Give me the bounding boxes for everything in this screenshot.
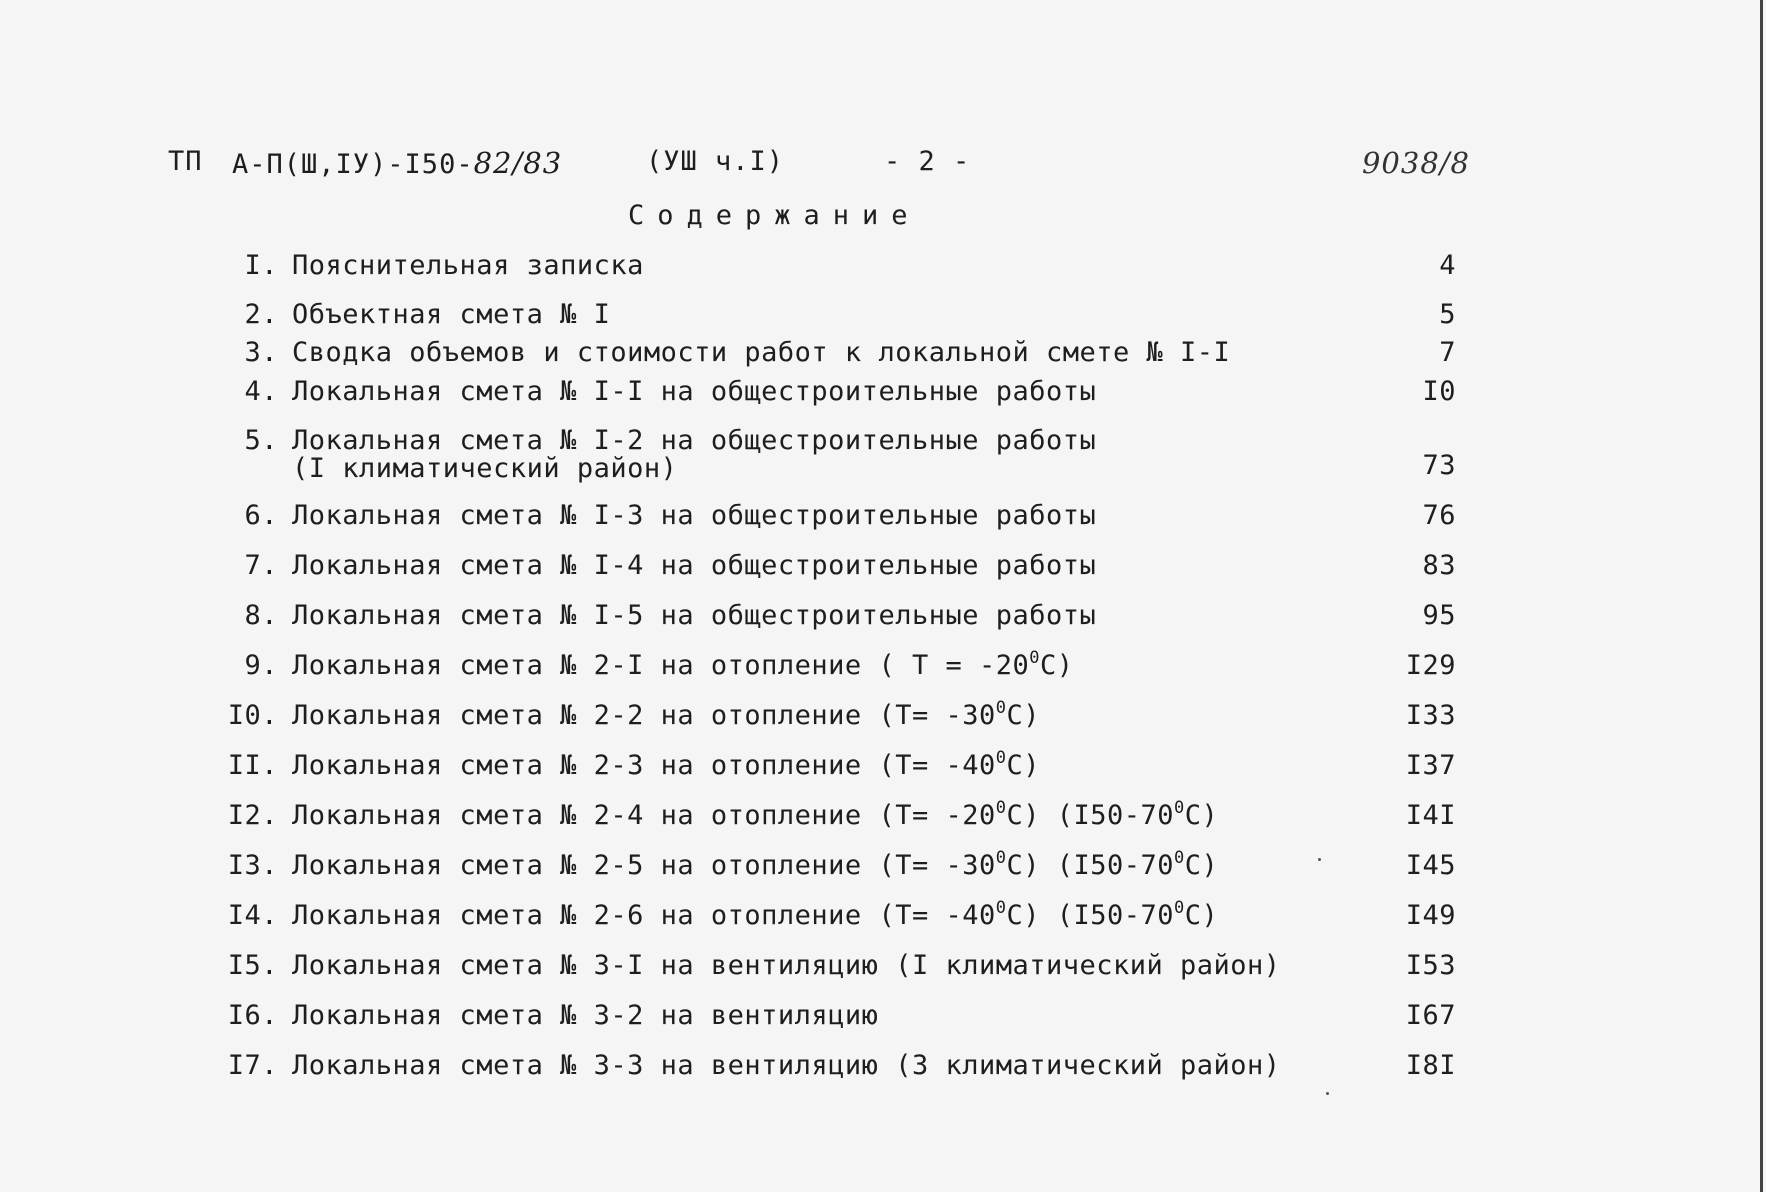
toc-item-page: I8I — [1405, 1050, 1456, 1081]
scan-speck — [1326, 1092, 1329, 1095]
toc-item-text: Локальная смета № I-I на общестроительные работы — [292, 376, 1097, 407]
toc-item-text-main: Локальная смета № 2-2 на отопление (Т= -30 — [292, 700, 996, 731]
toc-item-page: I67 — [1405, 1000, 1456, 1031]
page-title: Содержание — [628, 200, 921, 231]
degree-sup: 0 — [1174, 898, 1185, 918]
toc-item-number: I6. — [227, 1000, 278, 1031]
toc-item-page: 73 — [1422, 450, 1456, 481]
toc-item-text — [292, 800, 1218, 831]
toc-item-text: Локальная смета № 3-I на вентиляцию (I климатический район) — [292, 950, 1281, 981]
toc-item-text-line2: (I климатический район) — [292, 453, 678, 484]
toc-item-page: 4 — [1439, 250, 1456, 281]
scan-speck — [1318, 858, 1321, 861]
toc-item-text: Локальная смета № 3-2 на вентиляцию — [292, 1000, 879, 1031]
toc-item-text: Сводка объемов и стоимости работ к локальной смете № I-I — [292, 337, 1231, 368]
toc-item-text — [292, 900, 1218, 931]
toc-item-number: I7. — [227, 1050, 278, 1081]
header-code-typed: А-П(Ш,IУ)-I50- — [232, 149, 474, 180]
toc-item-page: 76 — [1422, 500, 1456, 531]
toc-item-text-main: Локальная смета № 2-3 на отопление (Т= -40 — [292, 750, 996, 781]
toc-item-number: 6. — [244, 500, 278, 531]
toc-item-text — [292, 650, 1074, 681]
toc-item-text: Локальная смета № I-4 на общестроительные работы — [292, 550, 1097, 581]
toc-item-page: 5 — [1439, 299, 1456, 330]
degree-sup: 0 — [995, 848, 1007, 868]
degree-sup: 0 — [995, 748, 1007, 768]
header-project-code — [232, 146, 562, 180]
toc-item-text — [292, 750, 1040, 781]
toc-item-text: Локальная смета № I-3 на общестроительные работы — [292, 500, 1097, 531]
toc-item-text-tail: С) — [1184, 900, 1219, 931]
header-doc-number: 9038/8 — [1361, 146, 1470, 180]
toc-item-text — [292, 700, 1040, 731]
toc-item-text — [292, 850, 1218, 881]
toc-item-number: I4. — [227, 900, 278, 931]
toc-item-number: I2. — [227, 800, 278, 831]
toc-item-page: I29 — [1405, 650, 1456, 681]
toc-item-page: I0 — [1422, 376, 1456, 407]
toc-item-number: 9. — [244, 650, 278, 681]
header-prefix: ТП — [168, 146, 203, 177]
toc-item-page: 95 — [1422, 600, 1456, 631]
toc-item-text: Пояснительная записка — [292, 250, 644, 281]
toc-item-number: 5. — [244, 425, 278, 456]
toc-item-number: I3. — [227, 850, 278, 881]
toc-item-number: II. — [227, 750, 278, 781]
header-volume: (УШ ч.I) — [646, 146, 785, 177]
degree-sup: 0 — [995, 798, 1007, 818]
toc-item-page: I4I — [1405, 800, 1456, 831]
toc-item-page: I33 — [1405, 700, 1456, 731]
toc-item-number: 3. — [244, 337, 278, 368]
degree-sup: 0 — [1029, 648, 1040, 668]
header-page-number: - 2 - — [884, 146, 971, 177]
toc-item-text-tail: С) (I50-70 — [1006, 900, 1175, 931]
degree-sup: 0 — [995, 898, 1007, 918]
toc-item-page: I49 — [1405, 900, 1456, 931]
toc-item-text-main: Локальная смета № 2-5 на отопление (Т= -30 — [292, 850, 996, 881]
toc-item-number: I. — [244, 250, 278, 281]
degree-sup: 0 — [1174, 848, 1185, 868]
toc-item-text-main: Локальная смета № 2-4 на отопление (Т= -20 — [292, 800, 996, 831]
toc-item-number: I5. — [227, 950, 278, 981]
toc-item-text-tail: С) — [1006, 700, 1040, 731]
toc-item-text-tail: С) (I50-70 — [1006, 850, 1175, 881]
toc-item-text-line1: Локальная смета № I-2 на общестроительные работы — [292, 425, 1097, 456]
toc-item-text-main: Локальная смета № 2-I на отопление ( Т = -20 — [292, 650, 1030, 681]
toc-item-number: I0. — [227, 700, 278, 731]
toc-item-text: Локальная смета № 3-3 на вентиляцию (3 климатический район) — [292, 1050, 1281, 1081]
toc-item-page: I53 — [1405, 950, 1456, 981]
toc-item-number: 2. — [244, 299, 278, 330]
toc-item-text: Локальная смета № I-5 на общестроительные работы — [292, 600, 1097, 631]
toc-item-text — [292, 425, 1096, 484]
toc-item-text-tail: С) (I50-70 — [1006, 800, 1175, 831]
toc-item-text-tail: С) — [1006, 750, 1040, 781]
toc-item-text-tail: С) — [1184, 850, 1219, 881]
toc-item-text-tail: С) — [1184, 800, 1219, 831]
toc-item-page: 83 — [1422, 550, 1456, 581]
toc-item-page: I37 — [1405, 750, 1456, 781]
toc-item-page: 7 — [1439, 337, 1456, 368]
toc-item-text: Объектная смета № I — [292, 299, 611, 330]
toc-item-text-main: Локальная смета № 2-6 на отопление (Т= -40 — [292, 900, 996, 931]
header-code-handwritten: 82/83 — [473, 146, 563, 180]
toc-item-number: 4. — [244, 376, 278, 407]
toc-item-number: 8. — [244, 600, 278, 631]
toc-item-number: 7. — [244, 550, 278, 581]
toc-item-text-tail: С) — [1040, 650, 1074, 681]
scan-edge-line — [1760, 0, 1763, 1192]
toc-item-page: I45 — [1405, 850, 1456, 881]
degree-sup: 0 — [995, 698, 1007, 718]
degree-sup: 0 — [1174, 798, 1185, 818]
